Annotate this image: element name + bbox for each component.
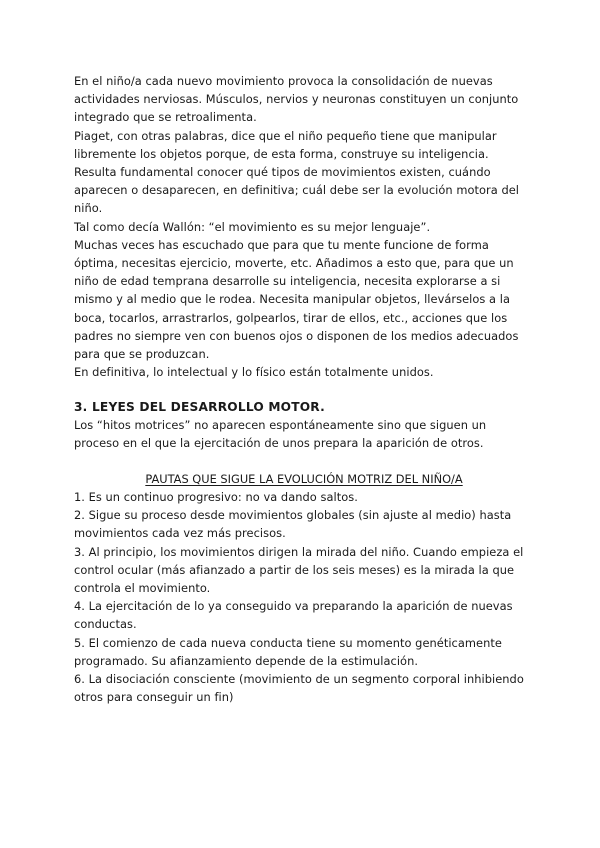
list-item: 3. Al principio, los movimientos dirigen la mirada del niño. Cuando empieza el control ocular (más afianzado a partir de los seis meses) es la mirada la que controla el movimiento.: [74, 544, 524, 596]
paragraph: Tal como decía Wallón: “el movimiento es su mejor lenguaje”.: [74, 219, 431, 234]
paragraph: En definitiva, lo intelectual y lo físico están totalmente unidos.: [74, 365, 434, 380]
section-heading: 3. LEYES DEL DESARROLLO MOTOR.: [74, 400, 325, 414]
paragraph: En el niño/a cada nuevo movimiento provoca la consolidación de nuevas actividades nerviosas. Músculos, nervios y neuronas constituyen un conjunto integrado que se retroalimenta.: [74, 74, 519, 125]
section-intro: Los “hitos motrices” no aparecen espontáneamente sino que siguen un proceso en el que la ejercitación de unos prepara la aparición de otros.: [74, 418, 487, 451]
paragraph: Resulta fundamental conocer qué tipos de movimientos existen, cuándo aparecen o desaparecen, en definitiva; cuál debe ser la evolución motora del niño.: [74, 165, 520, 216]
paragraph: Piaget, con otras palabras, dice que el niño pequeño tiene que manipular libremente los objetos porque, de esta forma, construye su inteligencia.: [74, 128, 497, 161]
list-item: 2. Sigue su proceso desde movimientos globales (sin ajuste al medio) hasta movimientos cada vez más precisos.: [74, 508, 512, 541]
list-item: 1. Es un continuo progresivo: no va dando saltos.: [74, 490, 358, 504]
section-3: [74, 398, 534, 452]
pautas-heading: PAUTAS QUE SIGUE LA EVOLUCIÓN MOTRIZ DEL NIÑO/A: [145, 472, 463, 486]
intro-section: [74, 72, 534, 381]
pautas-section: [74, 470, 534, 706]
list-item: 5. El comienzo de cada nueva conducta tiene su momento genéticamente programado. Su afianzamiento depende de la estimulación.: [74, 635, 502, 668]
paragraph: Muchas veces has escuchado que para que tu mente funcione de forma óptima, necesitas ejercicio, moverte, etc. Añadimos a esto que, para que un niño de edad temprana desarrolle su inteligencia, necesita explorarse a si mismo y al medio que le rodea. Necesita manipular objetos, llevárselos a la boca, tocarlos, arrastrarlos, golpearlos, tirar de ellos, etc., acciones que los padres no siempre ven con buenos ojos o disponen de los medios adecuados para que se produzcan.: [74, 237, 519, 362]
list-item: 4. La ejercitación de lo ya conseguido va preparando la aparición de nuevas conductas.: [74, 599, 513, 632]
list-item: 6. La disociación consciente (movimiento de un segmento corporal inhibiendo otros para conseguir un fin): [74, 672, 524, 705]
